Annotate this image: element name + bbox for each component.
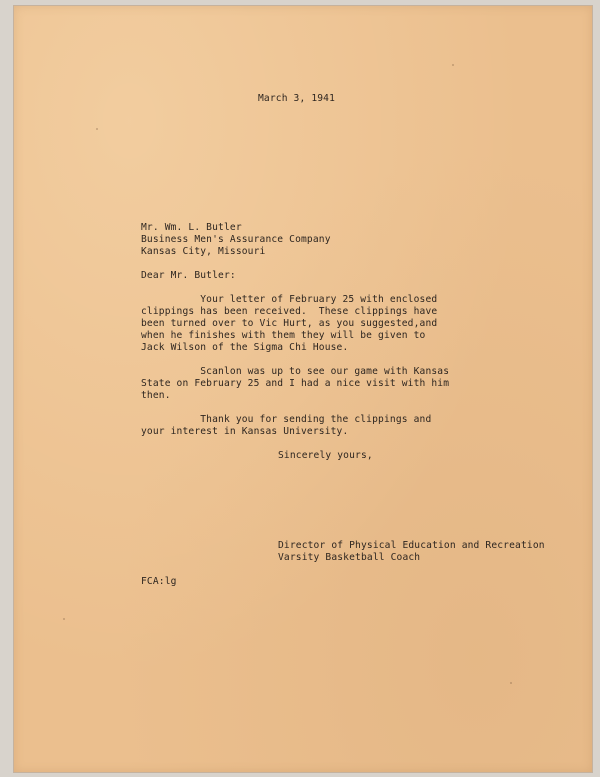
paper-speck — [452, 64, 454, 66]
body-line: State on February 25 and I had a nice visit with him — [141, 378, 450, 389]
paper-speck — [96, 128, 98, 130]
signature-title: Varsity Basketball Coach — [278, 552, 421, 563]
body-line: then. — [141, 390, 171, 401]
letter-date: March 3, 1941 — [258, 93, 336, 104]
recipient-city: Kansas City, Missouri — [141, 246, 266, 257]
salutation: Dear Mr. Butler: — [141, 270, 236, 281]
recipient-name: Mr. Wm. L. Butler — [141, 222, 242, 233]
reference-initials: FCA:lg — [141, 576, 177, 587]
body-line: Scanlon was up to see our game with Kansas — [141, 366, 450, 377]
paper-speck — [63, 618, 65, 620]
body-line: when he finishes with them they will be given to — [141, 330, 426, 341]
closing: Sincerely yours, — [278, 450, 373, 461]
paper-speck — [510, 682, 512, 684]
body-line: Your letter of February 25 with enclosed — [141, 294, 438, 305]
body-line: been turned over to Vic Hurt, as you suggested,and — [141, 318, 438, 329]
body-line: Thank you for sending the clippings and — [141, 414, 432, 425]
body-line: your interest in Kansas University. — [141, 426, 349, 437]
recipient-company: Business Men's Assurance Company — [141, 234, 331, 245]
body-line: Jack Wilson of the Sigma Chi House. — [141, 342, 349, 353]
body-line: clippings has been received. These clippings have — [141, 306, 438, 317]
signature-title: Director of Physical Education and Recreation — [278, 540, 545, 551]
